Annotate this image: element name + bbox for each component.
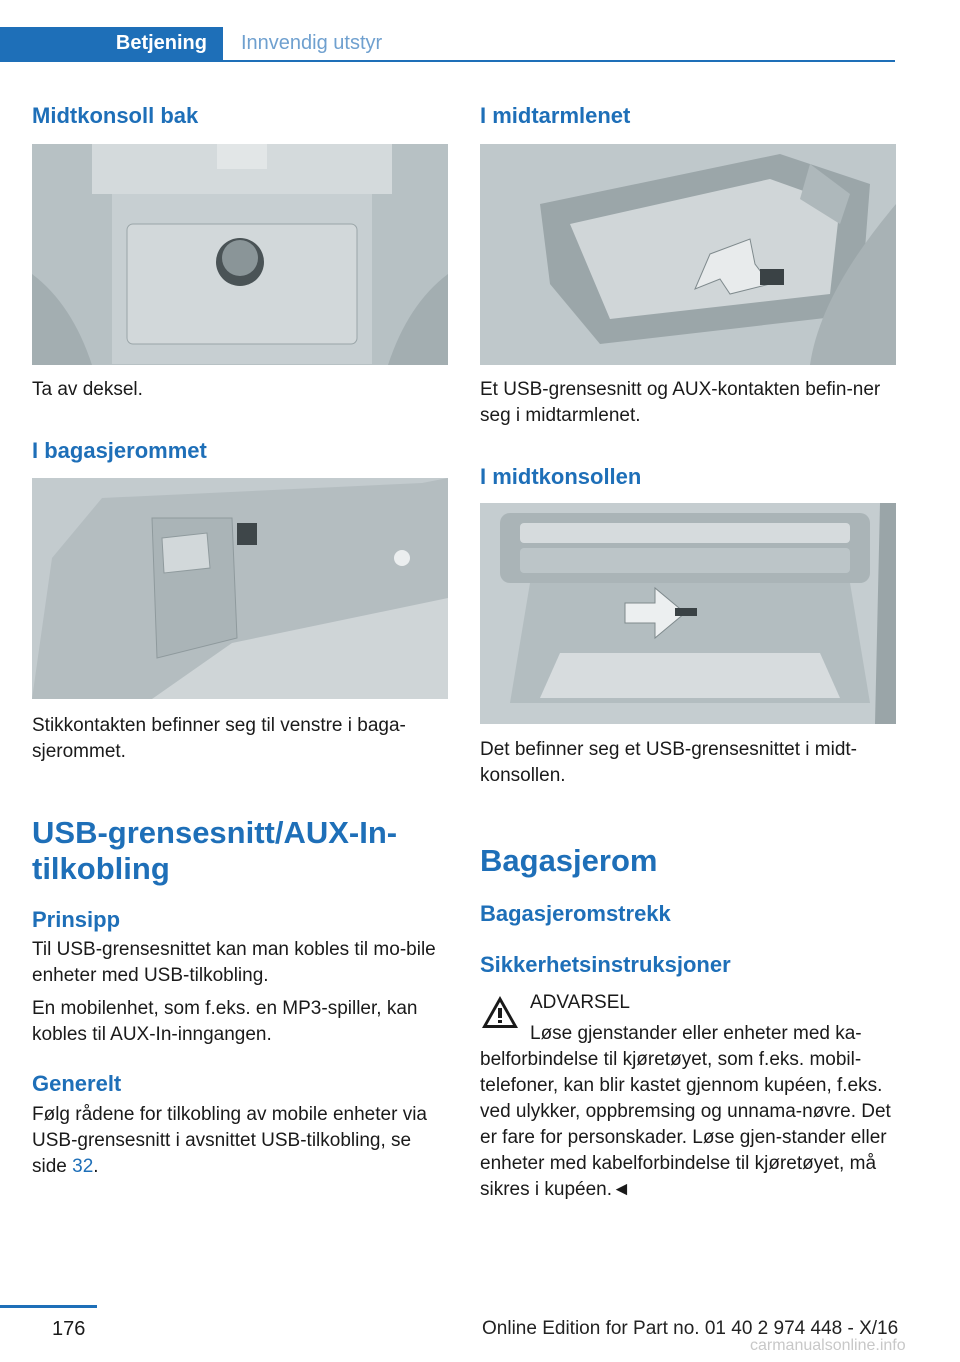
link-page-32[interactable]: 32 <box>72 1156 94 1177</box>
text-generelt-period: . <box>93 1156 99 1177</box>
text-usb-aux-armrest: Et USB-grensesnitt og AUX-kontakten befin-ner seg i midtarmlenet. <box>480 379 881 426</box>
tab-innvendig-utstyr[interactable]: Innvendig utstyr <box>241 32 383 54</box>
heading-prinsipp: Prinsipp <box>32 907 121 932</box>
figure-center-armrest <box>480 144 896 365</box>
text-generelt-body: Følg rådene for tilkobling av mobile enheter via USB-grensesnitt i avsnittet USB-tilkobling, se side <box>32 1104 427 1177</box>
warning-title: ADVARSEL <box>530 992 630 1013</box>
warning-text: belforbindelse til kjøretøyet, som f.eks. mobil-telefoner, kan blir kastet gjennom kupéen, f.eks. ved ulykker, oppbremsing og unnama-nøvre. Det er fare for personskader. Løse gjen-stander eller enheter med kabelforbindelse til kjøretøyet, må sikres i kupéen.◄ <box>480 1049 891 1200</box>
page-header <box>0 27 895 62</box>
figure-trunk <box>32 478 448 699</box>
heading-i-midtarmlenet: I midtarmlenet <box>480 103 631 128</box>
tab-betjening[interactable]: Betjening <box>0 27 223 60</box>
heading-bagasjeromstrekk: Bagasjeromstrekk <box>480 901 671 926</box>
text-ta-av-deksel: Ta av deksel. <box>32 379 143 400</box>
heading-sikkerhetsinstruksjoner: Sikkerhetsinstruksjoner <box>480 952 731 977</box>
figure-center-console <box>480 503 896 724</box>
text-det-befinner: Det befinner seg et USB-grensesnittet i midt-konsollen. <box>480 739 858 786</box>
warning-text-line-1: Løse gjenstander eller enheter med ka- <box>530 1023 862 1044</box>
watermark: carmanualsonline.info <box>750 1337 906 1354</box>
figure-rear-console <box>32 144 448 365</box>
header-divider <box>0 60 895 62</box>
edition-text: Online Edition for Part no. 01 40 2 974 448 - X/16 <box>482 1318 899 1339</box>
footer-divider <box>0 1305 97 1308</box>
heading-midtkonsoll-bak: Midtkonsoll bak <box>32 103 199 128</box>
heading-i-midtkonsollen: I midtkonsollen <box>480 464 642 489</box>
heading-bagasjerom: Bagasjerom <box>480 843 658 878</box>
page-number: 176 <box>52 1318 86 1340</box>
text-generelt <box>32 1102 448 1180</box>
text-prinsipp-2: En mobilenhet, som f.eks. en MP3-spiller, kan kobles til AUX-In-inngangen. <box>32 998 418 1045</box>
text-prinsipp-1: Til USB-grensesnittet kan man kobles til mo-bile enheter med USB-tilkobling. <box>32 939 436 986</box>
heading-generelt: Generelt <box>32 1071 122 1096</box>
text-stikkontakten: Stikkontakten befinner seg til venstre i baga-sjerommet. <box>32 715 406 762</box>
warning-triangle-icon <box>480 994 520 1030</box>
heading-usb-aux: USB-grensesnitt/AUX-In-tilkobling <box>32 815 398 886</box>
heading-i-bagasjerommet: I bagasjerommet <box>32 438 207 463</box>
